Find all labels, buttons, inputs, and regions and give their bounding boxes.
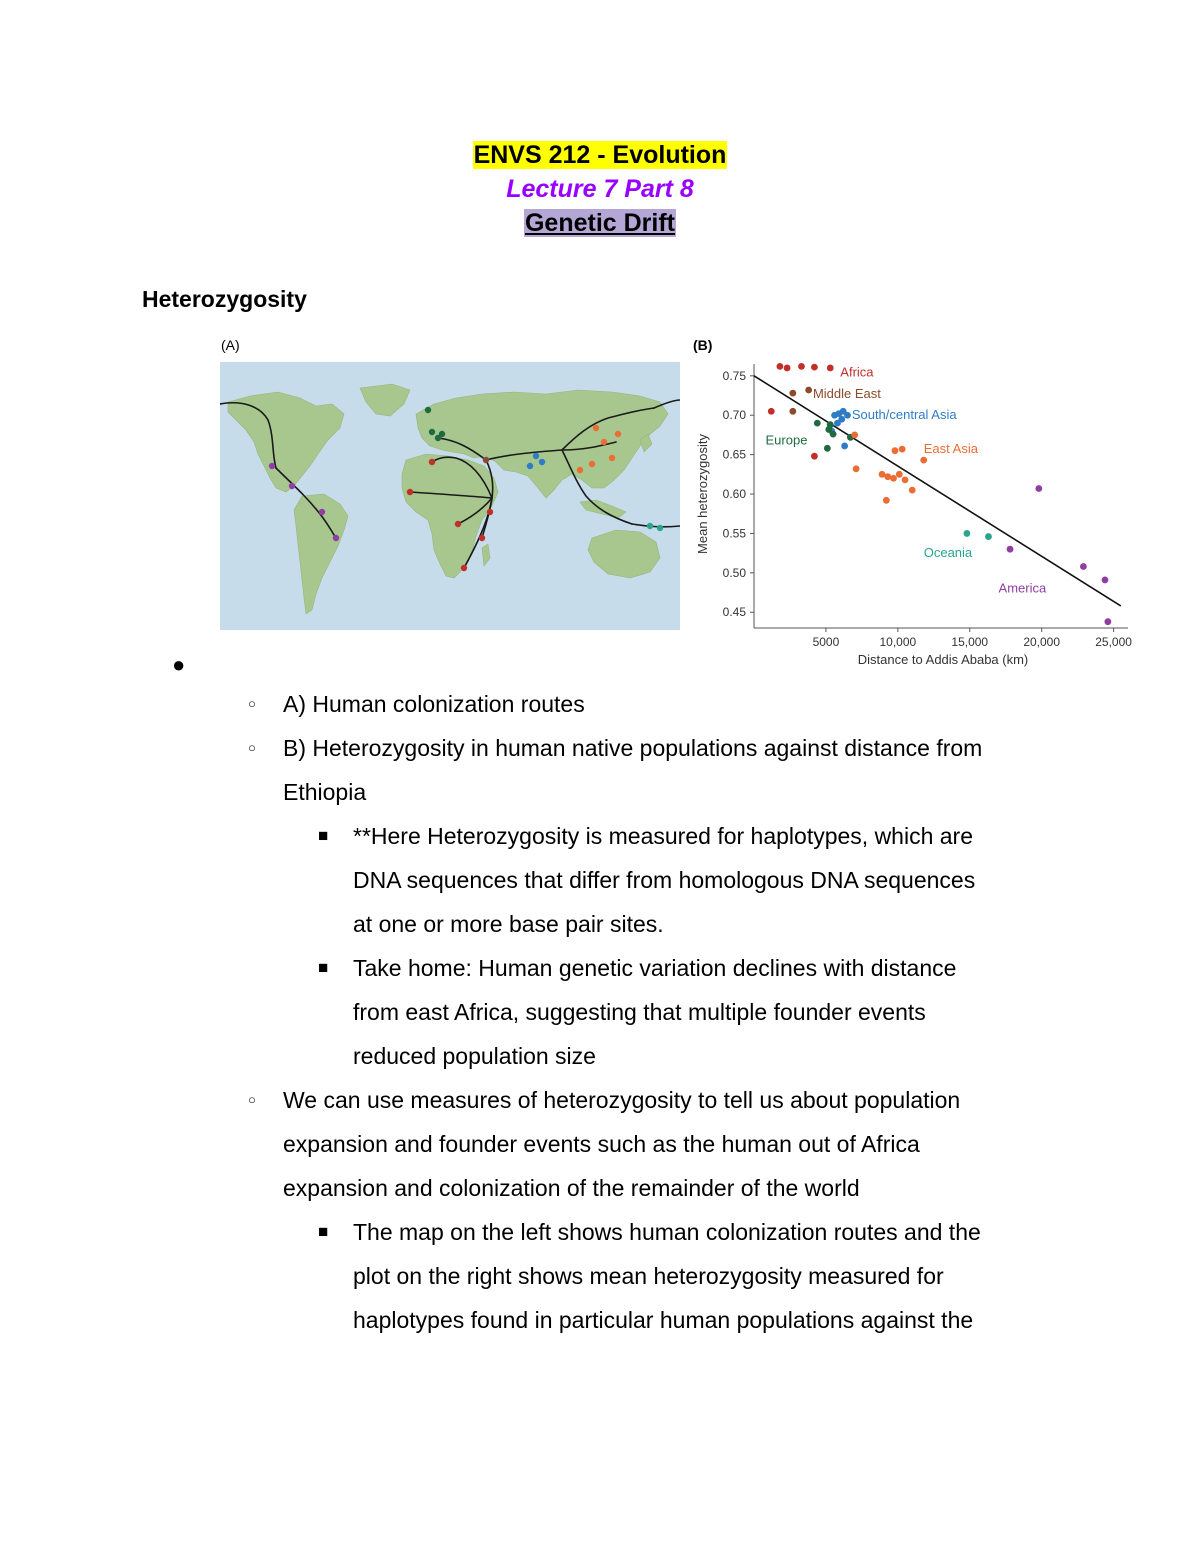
course-title: ENVS 212 - Evolution <box>473 141 727 169</box>
dot-east-asia <box>609 455 615 461</box>
y-axis-label: Mean heterozygosity <box>695 434 710 554</box>
point-east-asia <box>884 473 891 480</box>
point-south-central-asia <box>838 416 845 423</box>
dot-africa <box>461 565 467 571</box>
section-heading: Heterozygosity <box>142 286 307 312</box>
point-east-asia <box>902 476 909 483</box>
dot-africa <box>455 521 461 527</box>
y-tick-label: 0.60 <box>722 487 746 502</box>
dot-south-asia <box>533 453 539 459</box>
dot-europe <box>429 429 435 435</box>
label-middle-east: Middle East <box>812 385 881 401</box>
point-south-central-asia <box>841 443 848 450</box>
y-tick-label: 0.65 <box>722 447 746 462</box>
note-f-line1: The map on the left shows human colonization routes and the <box>353 1219 981 1245</box>
dot-africa <box>407 489 413 495</box>
dot-south-asia <box>527 463 533 469</box>
point-oceania <box>963 530 970 537</box>
label-africa: Africa <box>840 364 874 380</box>
point-east-asia <box>890 475 897 482</box>
point-east-asia <box>899 446 906 453</box>
note-d-line2: from east Africa, suggesting that multiple founder events <box>353 999 926 1025</box>
point-africa <box>811 364 818 371</box>
x-tick-label: 20,000 <box>1023 635 1061 649</box>
dot-oceania <box>657 525 663 531</box>
dot-middle-east <box>483 457 489 463</box>
note-c-line3: at one or more base pair sites. <box>353 911 664 937</box>
x-tick-label: 25,000 <box>1095 635 1132 649</box>
lecture-title: Lecture 7 Part 8 <box>506 175 694 203</box>
note-c-line2: DNA sequences that differ from homologous DNA sequences <box>353 867 976 893</box>
note-d-line3: reduced population size <box>353 1043 596 1069</box>
dot-south-asia <box>539 459 545 465</box>
point-america <box>1104 618 1111 625</box>
heterozygosity-plot <box>692 356 1132 672</box>
y-tick-label: 0.45 <box>722 605 746 620</box>
dot-east-asia <box>577 467 583 473</box>
bullet-square: ■ <box>318 958 329 977</box>
dot-europe <box>425 407 431 413</box>
label-oceania: Oceania <box>923 545 973 561</box>
note-f-line2: plot on the right shows mean heterozygosity measured for <box>353 1263 944 1289</box>
x-axis-label: Distance to Addis Ababa (km) <box>857 652 1029 667</box>
panel-b-label: (B) <box>693 337 713 353</box>
point-east-asia <box>853 465 860 472</box>
point-africa <box>827 365 834 372</box>
point-europe <box>825 426 832 433</box>
dot-america <box>319 509 325 515</box>
topic-title: Genetic Drift <box>524 209 676 237</box>
point-america <box>1007 546 1014 553</box>
dot-east-asia <box>589 461 595 467</box>
label-east-asia: East Asia <box>923 441 978 457</box>
dot-africa <box>429 459 435 465</box>
point-east-asia <box>883 497 890 504</box>
point-east-asia <box>909 487 916 494</box>
point-middle-east <box>789 390 796 397</box>
point-east-asia <box>920 457 927 464</box>
dot-east-asia <box>593 425 599 431</box>
dot-oceania <box>647 523 653 529</box>
note-d-line1: Take home: Human genetic variation declines with distance <box>353 955 957 981</box>
dot-america <box>269 463 275 469</box>
point-africa <box>784 365 791 372</box>
label-south-central-asia: South/central Asia <box>851 407 957 423</box>
y-tick-label: 0.50 <box>722 565 746 580</box>
colonization-map <box>220 362 680 630</box>
dot-africa <box>487 509 493 515</box>
y-tick-label: 0.75 <box>722 368 746 383</box>
x-tick-label: 5000 <box>812 635 840 649</box>
point-africa <box>811 453 818 460</box>
bullet-level1: ● <box>172 652 186 677</box>
data-points <box>765 363 1111 625</box>
dot-africa <box>479 535 485 541</box>
dot-east-asia <box>615 431 621 437</box>
point-africa <box>798 363 805 370</box>
point-middle-east <box>789 408 796 415</box>
point-africa <box>768 408 775 415</box>
bullet-circle: ○ <box>248 696 256 711</box>
note-f-line3: haplotypes found in particular human populations against the <box>353 1307 974 1333</box>
x-tick-label: 15,000 <box>951 635 989 649</box>
point-europe <box>814 420 821 427</box>
note-e-line2: expansion and founder events such as the human out of Africa <box>283 1131 920 1157</box>
note-b-line1: B) Heterozygosity in human native populations against distance from <box>283 735 983 761</box>
point-america <box>1102 577 1109 584</box>
point-america <box>1035 485 1042 492</box>
point-east-asia <box>851 432 858 439</box>
point-europe <box>824 445 831 452</box>
point-south-central-asia <box>844 412 851 419</box>
note-b-line2: Ethiopia <box>283 779 367 805</box>
note-c-line1: **Here Heterozygosity is measured for haplotypes, which are <box>353 823 974 849</box>
panel-a-label: (A) <box>221 337 240 353</box>
note-e-line3: expansion and colonization of the remainder of the world <box>283 1175 860 1201</box>
dot-america <box>333 535 339 541</box>
point-middle-east <box>805 387 812 394</box>
x-tick-label: 10,000 <box>879 635 917 649</box>
bullet-circle: ○ <box>248 740 256 755</box>
bullet-square: ■ <box>318 1222 329 1241</box>
y-tick-label: 0.55 <box>722 526 746 541</box>
point-america <box>1080 563 1087 570</box>
label-america: America <box>998 580 1047 596</box>
label-europe: Europe <box>765 432 808 448</box>
point-oceania <box>985 533 992 540</box>
bullet-square: ■ <box>318 826 329 845</box>
note-e-line1: We can use measures of heterozygosity to tell us about population <box>283 1087 961 1113</box>
note-a: A) Human colonization routes <box>283 691 585 717</box>
point-east-asia <box>892 447 899 454</box>
y-tick-label: 0.70 <box>722 408 746 423</box>
title-block <box>0 138 1200 240</box>
bullet-circle: ○ <box>248 1092 256 1107</box>
dot-east-asia <box>601 439 607 445</box>
dot-america <box>289 483 295 489</box>
point-africa <box>776 363 783 370</box>
dot-europe <box>439 431 445 437</box>
point-east-asia <box>896 471 903 478</box>
